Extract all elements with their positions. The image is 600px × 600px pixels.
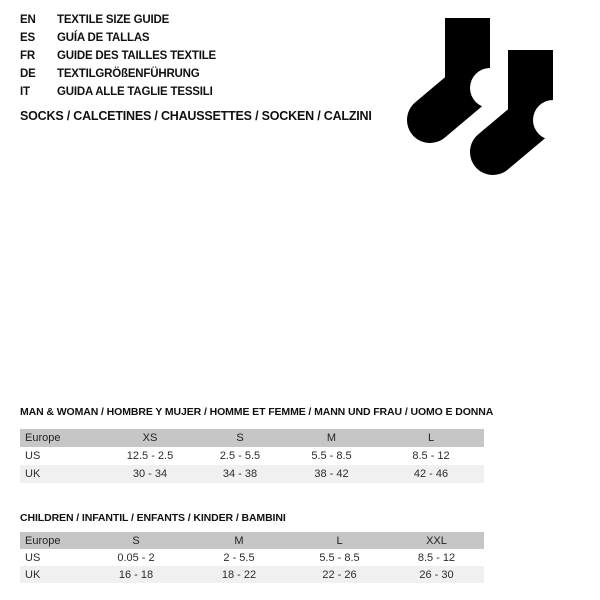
language-code: ES xyxy=(20,32,35,44)
language-code: DE xyxy=(20,68,36,80)
size-cell: 2 - 5.5 xyxy=(223,551,255,564)
size-cell: 0.05 - 2 xyxy=(117,551,155,564)
region-cell: UK xyxy=(25,468,41,480)
size-cell: 22 - 26 xyxy=(322,568,357,581)
socks-icon xyxy=(405,10,565,180)
language-code: FR xyxy=(20,50,35,62)
table-header-row xyxy=(20,532,484,549)
table-header-row xyxy=(20,429,484,447)
language-row xyxy=(20,29,216,47)
header-cell: L xyxy=(427,432,435,444)
size-cell: 5.5 - 8.5 xyxy=(311,450,352,462)
size-table xyxy=(20,429,484,483)
size-cell: 26 - 30 xyxy=(419,568,454,581)
region-cell: US xyxy=(25,450,41,462)
header-cell: Europe xyxy=(25,534,61,547)
size-cell: 18 - 22 xyxy=(221,568,257,581)
table-title: CHILDREN / INFANTIL / ENFANTS / KINDER / BAMBINI xyxy=(20,512,286,524)
language-code: EN xyxy=(20,14,36,26)
language-label: TEXTILE SIZE GUIDE xyxy=(57,14,170,26)
language-label: GUIDE DES TAILLES TEXTILE xyxy=(57,50,216,62)
header-cell: S xyxy=(236,432,244,444)
sock-left xyxy=(430,18,510,120)
size-cell: 8.5 - 12 xyxy=(412,450,450,462)
size-cell: 38 - 42 xyxy=(314,468,349,480)
size-cell: 5.5 - 8.5 xyxy=(319,551,360,564)
table-man-woman xyxy=(20,406,494,483)
size-cell: 42 - 46 xyxy=(413,468,449,480)
header-cell: L xyxy=(336,534,343,547)
language-label: TEXTILGRÖßENFÜHRUNG xyxy=(57,68,200,80)
size-cell: 34 - 38 xyxy=(222,468,258,480)
header-cell: M xyxy=(326,432,337,444)
size-cell: 16 - 18 xyxy=(118,568,154,581)
table-row xyxy=(20,566,484,583)
table-title: MAN & WOMAN / HOMBRE Y MUJER / HOMME ET FEMME / MANN UND FRAU / UOMO E DONNA xyxy=(20,406,494,418)
header-cell: M xyxy=(234,534,244,547)
size-table xyxy=(20,532,484,583)
table-children xyxy=(20,512,484,583)
table-row xyxy=(20,465,484,483)
region-cell: US xyxy=(25,551,41,564)
language-label: GUÍA DE TALLAS xyxy=(57,32,150,44)
header-cell: Europe xyxy=(25,432,61,444)
size-cell: 30 - 34 xyxy=(132,468,168,480)
header-cell: S xyxy=(132,534,140,547)
language-row xyxy=(20,47,216,65)
language-row xyxy=(20,11,216,29)
category-line: SOCKS / CALCETINES / CHAUSSETTES / SOCKEN / CALZINI xyxy=(20,109,372,123)
language-label: GUIDA ALLE TAGLIE TESSILI xyxy=(57,86,213,98)
language-list xyxy=(20,11,216,101)
region-cell: UK xyxy=(25,568,41,581)
language-row xyxy=(20,65,216,83)
table-row xyxy=(20,549,484,566)
language-code: IT xyxy=(20,86,30,98)
language-row xyxy=(20,83,216,101)
size-cell: 8.5 - 12 xyxy=(417,551,456,564)
table-row xyxy=(20,447,484,465)
size-cell: 12.5 - 2.5 xyxy=(126,450,174,462)
header-cell: XS xyxy=(142,432,158,444)
header-cell: XXL xyxy=(426,534,447,547)
size-cell: 2.5 - 5.5 xyxy=(219,450,261,462)
